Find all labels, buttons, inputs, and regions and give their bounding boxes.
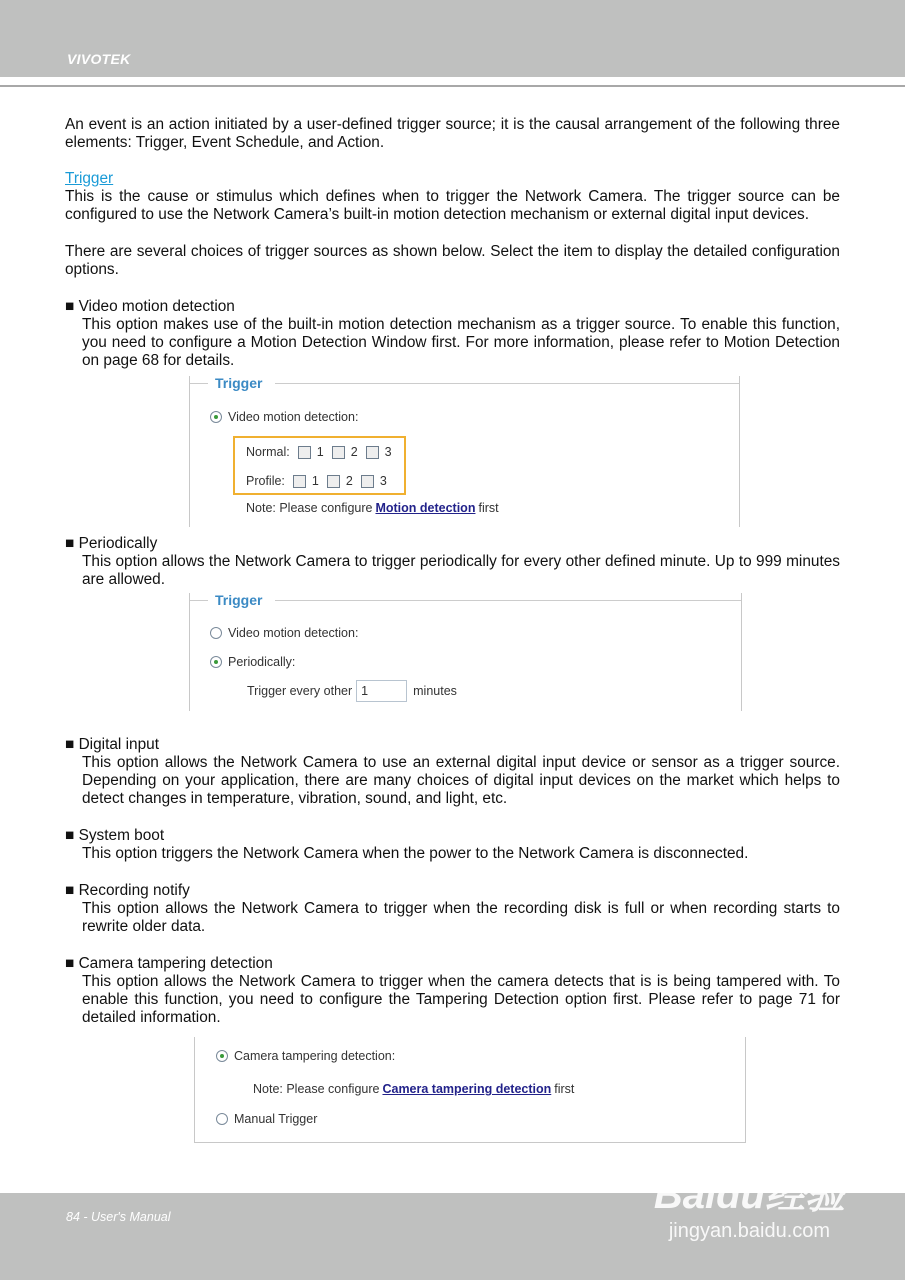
num: 1 (311, 474, 319, 488)
note-text: first (478, 501, 499, 515)
section-body: This option makes use of the built-in motion detection mechanism as a trigger source. To enable this function, you need to configure a Motion Detection Window first. For more information, please refer to Motion Detection on page 68 for details. (82, 316, 840, 370)
radio-video-motion[interactable] (210, 411, 222, 423)
checkbox-profile-3[interactable] (361, 475, 374, 488)
checkbox-profile-2[interactable] (327, 475, 340, 488)
trigger-legend: Trigger (215, 375, 263, 391)
note-text: Note: Please configure (253, 1082, 380, 1096)
section-body: This option allows the Network Camera to trigger when the camera detects that is is being tampered with. To enable this function, you need to configure the Tampering Detection option first. Please refer to page 71 for detailed information. (82, 973, 840, 1027)
intro-paragraph: An event is an action initiated by a user-defined trigger source; it is the causal arrangement of the following three elements: Trigger, Event Schedule, and Action. (65, 116, 840, 152)
num: 3 (384, 445, 392, 459)
num: 3 (379, 474, 387, 488)
checkbox-normal-2[interactable] (332, 446, 345, 459)
brand-name: VIVOTEK (67, 51, 131, 67)
trigger-heading (65, 170, 840, 188)
num: 2 (350, 445, 358, 459)
note-text: first (554, 1082, 575, 1096)
profile-label: Profile: (246, 474, 285, 488)
section-title: ■ System boot (65, 827, 165, 844)
motion-detection-screenshot (189, 376, 740, 527)
periodically-screenshot (189, 593, 742, 711)
section-title: ■ Camera tampering detection (65, 955, 273, 972)
note-text: Note: Please configure (246, 501, 373, 515)
radio-camera-tampering[interactable] (216, 1050, 228, 1062)
minutes-input[interactable]: 1 (356, 680, 407, 702)
radio-video-motion[interactable] (210, 627, 222, 639)
unit-label: minutes (413, 684, 457, 698)
baidu-watermark (654, 1163, 845, 1243)
checkbox-normal-3[interactable] (366, 446, 379, 459)
page-header (0, 0, 905, 77)
every-label: Trigger every other (247, 684, 353, 698)
normal-label: Normal: (246, 445, 290, 459)
section-title: ■ Digital input (65, 736, 159, 753)
radio-label: Video motion detection: (228, 410, 359, 424)
trigger-legend: Trigger (215, 592, 263, 608)
section-title: ■ Recording notify (65, 882, 190, 899)
watermark-url: jingyan.baidu.com (668, 1220, 831, 1242)
camera-tampering-link[interactable]: Camera tampering detection (382, 1082, 552, 1096)
section-body: This option allows the Network Camera to trigger periodically for every other defined minute. Up to 999 minutes are allowed. (82, 553, 840, 589)
page-footer (0, 1173, 905, 1280)
radio-manual-trigger[interactable] (216, 1113, 228, 1125)
page-number: 84 - User's Manual (66, 1210, 171, 1224)
motion-detection-link[interactable]: Motion detection (375, 501, 476, 515)
checkbox-normal-1[interactable] (298, 446, 311, 459)
radio-label: Video motion detection: (228, 626, 359, 640)
watermark-logo: Baidu经验 (653, 1173, 845, 1217)
section-title: ■ Periodically (65, 535, 158, 552)
num: 1 (316, 445, 324, 459)
radio-label: Manual Trigger (234, 1112, 318, 1126)
radio-label: Camera tampering detection: (234, 1049, 396, 1063)
section-body: This option allows the Network Camera to trigger when the recording disk is full or when recording starts to rewrite older data. (82, 900, 840, 936)
trigger-link[interactable]: Trigger (65, 170, 114, 187)
trigger-choices: There are several choices of trigger sources as shown below. Select the item to display the detailed configuration options. (65, 243, 840, 279)
checkbox-profile-1[interactable] (293, 475, 306, 488)
tampering-screenshot (194, 1037, 746, 1143)
section-body: This option allows the Network Camera to use an external digital input device or sensor as a trigger source. Depending on your application, there are many choices of digital input devices on the market which helps to detect changes in temperature, vibration, sound, and light, etc. (82, 754, 840, 808)
radio-periodically[interactable] (210, 656, 222, 668)
trigger-description: This is the cause or stimulus which defines when to trigger the Network Camera. The trigger source can be configured to use the Network Camera’s built-in motion detection mechanism or external digital input devices. (65, 188, 840, 224)
section-body: This option triggers the Network Camera when the power to the Network Camera is disconnected. (82, 845, 749, 862)
section-title: ■ Video motion detection (65, 298, 235, 315)
header-divider (0, 85, 905, 87)
radio-label: Periodically: (228, 655, 296, 669)
num: 2 (345, 474, 353, 488)
